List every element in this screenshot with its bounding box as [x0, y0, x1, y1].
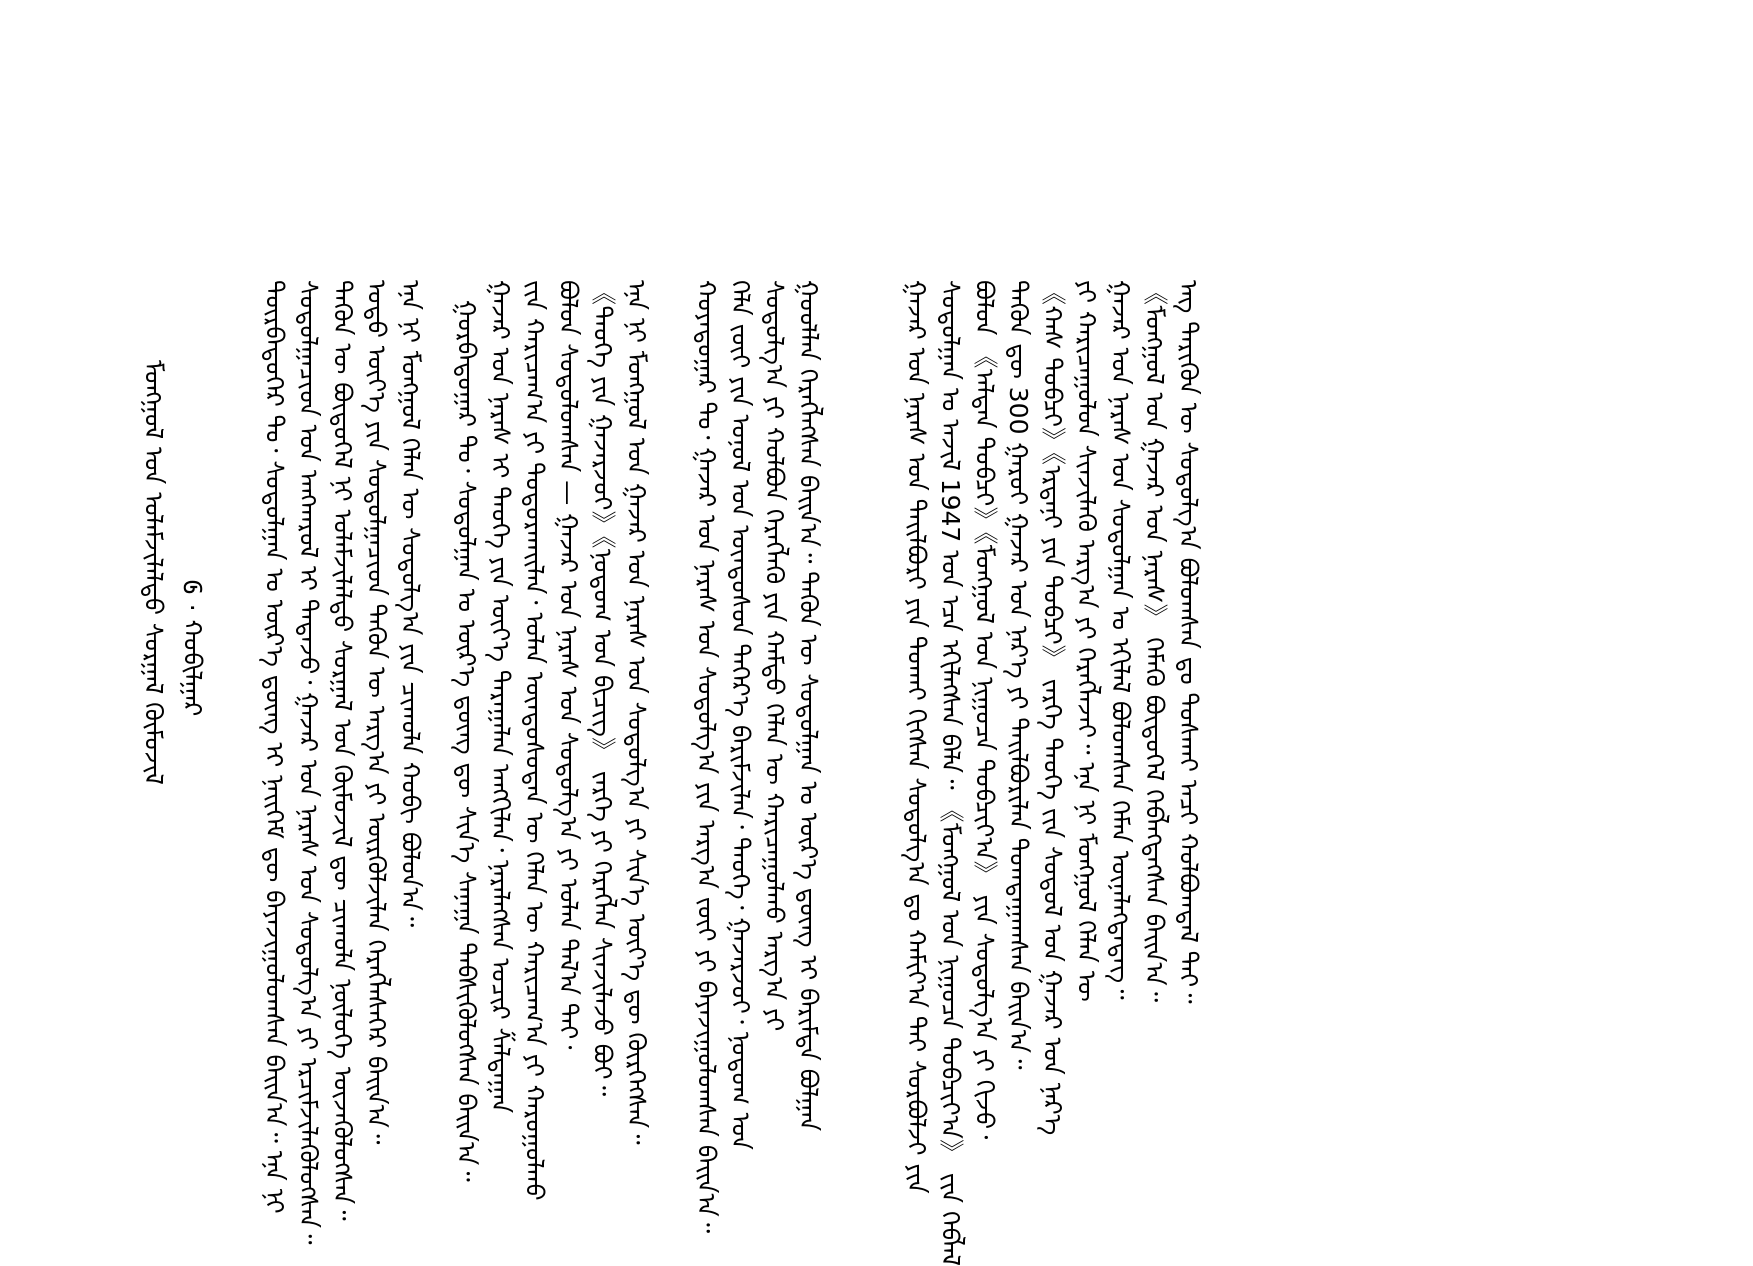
paragraph-line: ᠰᠤᠳᠤᠯᠭᠠᠴᠢᠳ ᠤᠨ ᠠᠩᠬᠠᠷᠤᠯ ᠢ ᠲᠠᠲᠠᠵᠤ᠂ ᠭᠠᠵᠠᠷ ᠤᠨ ᠨᠡᠷᠡᠰ ᠤᠨ ᠰᠤᠳᠤᠯᠭ᠎ᠠ ᠶᠢ ᠡᠷᠴᠢᠮᠵᠢᠯᠡᠭᠦᠯᠦᠭᠰᠡᠨ᠃ [294, 280, 323, 1245]
paragraph-line: ᠰᠤᠳᠤᠯᠭ᠎ᠠ ᠶᠢ ᠬᠣᠯᠪᠣᠨ ᠬᠡᠷᠡᠭᠯᠡᠬᠦ ᠶᠢᠨ ᠬᠠᠮᠲᠤ ᠬᠡᠯᠡᠨ ᠦ ᠬᠠᠷᠢᠴᠠᠭᠤᠯᠬᠤ ᠠᠷᠭ᠎ᠠ ᠶᠢ [760, 280, 789, 1032]
paragraph-line: 《ᠬᠠᠰ ᠲᠣᠪᠴᠢ》《ᠡᠷᠳᠡᠨᠢ ᠶᠢᠨ ᠲᠣᠪᠴᠢ》 ᠵᠡᠷᠭᠡ ᠲᠡᠦᠬᠡ ᠵᠢᠨ ᠰᠤᠳᠤᠯ ᠤᠨ ᠭᠠᠵᠠᠷ ᠤᠨ ᠨᠡᠷ᠎ᠡ [1038, 280, 1067, 1136]
paragraph-line: ᠭᠠᠵᠠᠷ ᠤᠨ ᠨᠡᠷᠡᠰ ᠤᠨ ᠰᠤᠳᠤᠯᠭᠠᠨ ᠤ ᠡᠬᠢᠯᠡᠯ ᠪᠣᠯᠤᠭᠰᠠᠨ ᠬᠡᠮᠡᠨ ᠦᠨᠡᠯᠡᠭᠳᠡᠳᠡᠭ᠃ [1106, 280, 1135, 1000]
paragraph-line: ᠶᠢ ᠬᠠᠷᠢᠴᠠᠭᠤᠯᠤᠨ ᠰᠢᠨᠵᠢᠯᠡᠬᠦ ᠠᠷᠭ᠎ᠠ ᠶᠢ ᠬᠡᠷᠡᠭᠯᠡᠵᠡᠢ᠃ ᠡᠨᠡ ᠨᠢ ᠮᠣᠩᠭᠣᠯ ᠬᠡᠯᠡᠨ ᠦ [1072, 280, 1101, 1002]
paragraph-line: ᠡᠨᠡ ᠨᠢ ᠮᠣᠩᠭᠣᠯ ᠬᠡᠯᠡᠨ ᠦ ᠰᠤᠳᠤᠯᠭ᠎ᠠ ᠶᠢᠨ ᠴᠢᠬᠤᠯᠠ ᠬᠤᠪᠢ ᠪᠣᠯᠤᠨ᠎ᠠ᠃ [396, 280, 425, 928]
paragraph-line: 《ᠮᠣᠩᠭᠣᠯ ᠤᠨ ᠭᠠᠵᠠᠷ ᠤᠨ ᠨᠡᠷᠡᠰ》 ᠬᠡᠮᠡᠬᠦ ᠪᠦᠲᠦᠭᠡᠯ ᠬᠡᠪᠯᠡᠭᠳᠡᠭᠰᠡᠨ ᠪᠠᠢᠨ᠎ᠠ᠃ [1140, 280, 1169, 1003]
paragraph-line: ᠭᠤᠷᠪᠠᠳᠤᠭᠠᠷ ᠲᠤ᠂ ᠰᠤᠳᠤᠯᠭᠠᠨ ᠤ ᠦᠷ᠎ᠡ ᠳ᠋ᠦᠩ ᠳᠦ ᠰᠢᠨ᠎ᠡ ᠰᠠᠨᠠᠭᠠ ᠳᠡᠪᠰᠢᠭᠦᠯᠦᠭᠰᠡᠨ ᠪᠠᠢᠨ᠎ᠠ᠃ [452, 300, 481, 1182]
paragraph-line: ᠡᠩ ᠲᠡᠷᠢᠭᠦᠨ ᠦ ᠰᠤᠳᠤᠯᠭ᠎ᠠ ᠪᠣᠯᠤᠭᠰᠠᠨ ᠳᠤ ᠲᠤᠰᠬᠠᠢ ᠠᠴᠢ ᠬᠣᠯᠪᠣᠭᠳᠠᠯ ᠲᠠᠢ᠃ [1174, 280, 1203, 1004]
paragraph-line: ᠵᠢᠨ ᠬᠠᠷᠢᠴᠠᠭ᠎ᠠ ᠶᠢ ᠲᠣᠳᠤᠷᠬᠠᠢᠯᠠᠨ᠂ ᠣᠯᠠᠨ ᠦᠨᠳᠦᠰᠦᠲᠡᠨ ᠦ ᠬᠡᠯᠡᠨ ᠦ ᠬᠠᠷᠢᠴᠠᠭ᠎ᠠ ᠶᠢ ᠬᠠᠷᠤᠭᠤᠯᠬᠤ [520, 280, 549, 1201]
paragraph-line: ᠲᠡᠭᠦᠨ ᠳᠦ 300 ᠭᠠᠷᠤᠢ ᠭᠠᠵᠠᠷ ᠤᠨ ᠨᠡᠷ᠎ᠡ ᠶᠢ ᠲᠠᠢᠯᠪᠤᠷᠢᠯᠠᠨ ᠲᠣᠭᠲᠠᠭᠠᠭᠰᠠᠨ ᠪᠠᠢᠨ᠎ᠠ᠃ [1004, 280, 1033, 1070]
paragraph-line: ᠳᠥᠷᠪᠡᠳᠦᠭᠡᠷ ᠲᠤ᠂ ᠰᠤᠳᠤᠯᠭᠠᠨ ᠤ ᠦᠷ᠎ᠡ ᠳ᠋ᠦᠩ ᠢ ᠨᠡᠢᠭᠡᠮ ᠳᠦ ᠪᠠᠶᠠᠵᠢᠭᠤᠯᠤᠭᠰᠠᠨ ᠪᠠᠢᠨ᠎ᠠ᠃ ᠡᠨᠡ ᠨᠢ [260, 280, 289, 1214]
paragraph-line: ᠪᠣᠯᠤᠨ ᠰᠤᠳᠤᠯᠤᠭᠰᠠᠨ — ᠭᠠᠵᠠᠷ ᠤᠨ ᠨᠡᠷᠡᠰ ᠤᠨ ᠰᠤᠳᠤᠯᠭ᠎ᠠ ᠶᠢ ᠣᠯᠠᠨ ᠲᠠᠯ᠎ᠠ ᠲᠠᠢ᠂ [554, 280, 583, 1050]
paragraph-line: ᠬᠣᠶᠠᠳᠤᠭᠠᠷ ᠲᠤ᠂ ᠭᠠᠵᠠᠷ ᠤᠨ ᠨᠡᠷᠡᠰ ᠤᠨ ᠰᠤᠳᠤᠯᠭ᠎ᠠ ᠶᠢᠨ ᠠᠷᠭ᠎ᠠ ᠵᠦᠢ ᠶᠢ ᠪᠠᠶᠠᠵᠢᠭᠤᠯᠤᠭᠰᠠᠨ ᠪᠠᠢᠨ᠎ᠠ᠃ [692, 280, 721, 1234]
paragraph-line: ᠣᠳᠣ ᠦᠶ᠎ᠡ ᠶᠢᠨ ᠰᠤᠳᠤᠯᠭᠠᠴᠢᠳ ᠲᠡᠭᠦᠨ ᠦ ᠠᠷᠭ᠎ᠠ ᠶᠢ ᠦᠷᠭᠦᠯᠵᠢᠯᠡᠨ ᠬᠡᠷᠡᠭᠯᠡᠰᠡᠭᠡᠷ ᠪᠠᠢᠨ᠎ᠠ᠃ [362, 280, 391, 1145]
paragraph-line: ᠭᠣᠣᠯᠯᠠᠨ ᠬᠡᠷᠡᠭᠯᠡᠭᠰᠡᠨ ᠪᠠᠢᠨ᠎ᠠ᠃ ᠲᠡᠭᠦᠨ ᠦ ᠰᠤᠳᠤᠯᠭᠠᠨ ᠤ ᠦᠷ᠎ᠡ ᠳ᠋ᠦᠩ ᠢ ᠪᠠᠷᠢᠮᠲᠠ ᠪᠣᠯᠭᠠᠨ [794, 280, 823, 1132]
page-number: ᠖ · ᠬᠤᠪᠢᠯᠭᠠᠷ [178, 580, 207, 717]
paragraph-line: ᠭᠠᠵᠠᠷ ᠤᠨ ᠨᠡᠷᠡᠰ ᠤᠨ ᠲᠠᠢᠯᠪᠤᠷᠢ ᠶᠢᠨ ᠲᠤᠬᠠᠢ ᠬᠢᠭᠰᠡᠨ ᠰᠤᠳᠤᠯᠭ᠎ᠠ ᠳᠤ ᠬᠠᠮᠢᠶ᠎ᠠ ᠲᠠᠢ ᠰᠤᠷᠪᠤᠯᠵᠢ ᠶᠢᠨ [902, 280, 931, 1194]
paragraph-line: ᠰᠤᠳᠤᠯᠭᠠᠨ ᠤ ᠠᠵᠢᠯ 1947 ᠣᠨ ᠡᠴᠡ ᠡᠬᠢᠯᠡᠭᠰᠡᠨ ᠪᠡᠯᠡ᠃ 《ᠮᠣᠩᠭᠣᠯ ᠤᠨ ᠨᠢᠭᠤᠴᠠ ᠲᠣᠪᠴᠢᠶ᠎ᠠ》 ᠵᠢᠨ ᠬᠡᠪᠯᠡᠯ [936, 280, 965, 1266]
running-title: ᠮᠣᠩᠭᠣᠯ ᠤᠨ ᠤᠯᠠᠮᠵᠢᠯᠠᠯᠲᠤ ᠰᠤᠷᠭᠠᠯ ᠬᠦᠮᠦᠵᠢᠯ [139, 360, 168, 785]
paragraph-line: ᠲᠡᠭᠦᠨ ᠦ ᠪᠦᠲᠦᠭᠡᠯ ᠨᠢ ᠤᠯᠠᠮᠵᠢᠯᠠᠯᠲᠤ ᠰᠤᠷᠭᠠᠯ ᠤᠨ ᠬᠦᠮᠦᠵᠢᠯ ᠳᠦ ᠴᠢᠬᠤᠯᠠ ᠨᠥᠯᠦᠭᠡ ᠦᠵᠡᠭᠦᠯᠦᠭᠰᠡᠨ᠃ [328, 280, 357, 1221]
paragraph-line: ᠪᠣᠯᠤᠨ 《ᠠᠯᠲᠠᠨ ᠲᠣᠪᠴᠢ》《ᠮᠣᠩᠭᠣᠯ ᠤᠨ ᠨᠢᠭᠤᠴᠠ ᠲᠣᠪᠴᠢᠶ᠎ᠠ》 ᠶᠢᠨ ᠰᠤᠳᠤᠯᠭ᠎ᠠ ᠶᠢ ᠬᠢᠵᠦ᠂ [970, 280, 999, 1140]
paragraph-line: 《ᠲᠡᠦᠬᠡ ᠶᠢᠨ ᠭᠠᠵᠠᠷᠵᠦᠢ》《ᠨᠤᠲᠤᠭ ᠤᠨ ᠪᠢᠴᠢᠭ》 ᠵᠡᠷᠭᠡ ᠶᠢ ᠬᠡᠷᠡᠭᠯᠡᠨ ᠰᠢᠨᠵᠢᠯᠡᠵᠦ ᠪᠣᠢ᠃ [588, 280, 617, 1097]
paragraph-line: ᠬᠡᠯᠡ ᠵᠦᠢ ᠶᠢᠨ ᠣᠨᠣᠯ ᠤᠨ ᠦᠨᠳᠦᠰᠦᠨ ᠳᠡᠭᠡᠷ᠎ᠡ ᠪᠠᠷᠢᠮᠵᠢᠯᠠᠨ᠂ ᠲᠡᠦᠬᠡ᠂ ᠭᠠᠵᠠᠷᠵᠦᠢ᠂ ᠨᠤᠲᠤᠭ ᠤᠨ [726, 280, 755, 1150]
paragraph-line: ᠭᠠᠵᠠᠷ ᠤᠨ ᠨᠡᠷᠡᠰ ᠢ ᠲᠡᠦᠬᠡ ᠶᠢᠨ ᠦᠶ᠎ᠡ ᠳᠠᠷᠠᠭᠠᠯᠠᠨ ᠠᠩᠭᠢᠯᠠᠨ᠂ ᠨᠡᠷᠡᠯᠡᠭᠰᠡᠨ ᠤᠴᠢᠷ ᠱᠠᠯᠲᠠᠭᠠᠨ [486, 280, 515, 1114]
paragraph-line: ᠡᠨᠡ ᠨᠢ ᠮᠣᠩᠭᠣᠯ ᠤᠨ ᠭᠠᠵᠠᠷ ᠤᠨ ᠨᠡᠷᠡᠰ ᠤᠨ ᠰᠤᠳᠤᠯᠭ᠎ᠠ ᠶᠢ ᠰᠢᠨ᠎ᠡ ᠦᠶ᠎ᠡ ᠳᠦ ᠬᠦᠷᠭᠡᠭᠰᠡᠨ᠃ [622, 280, 651, 1145]
